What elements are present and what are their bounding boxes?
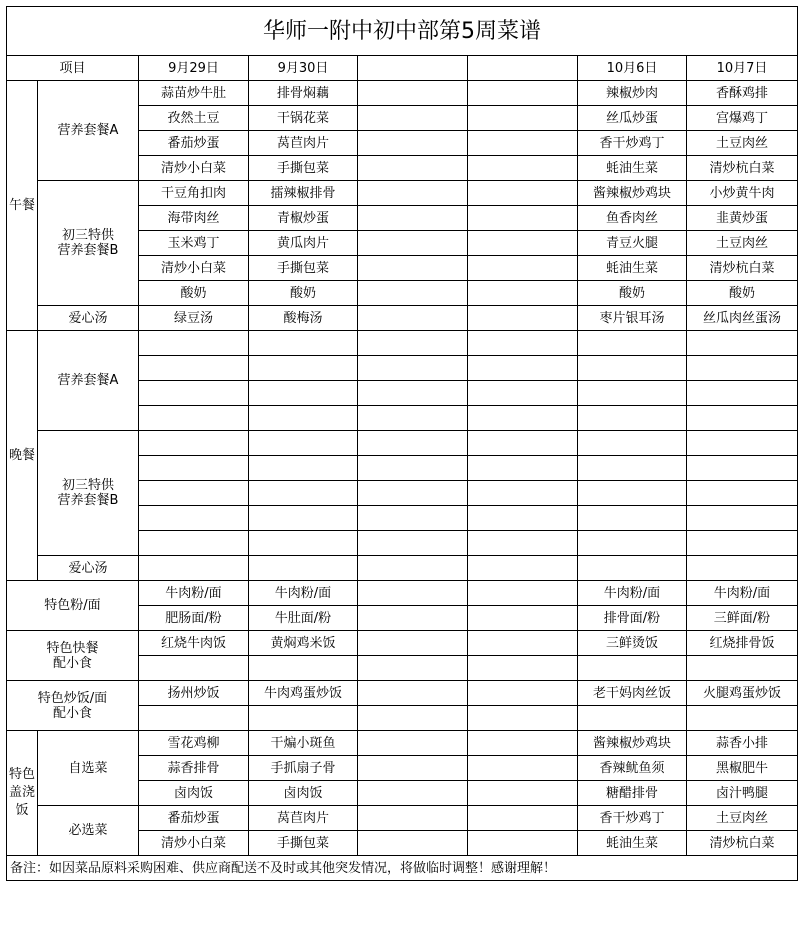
dish-cell [578,431,687,456]
dish-cell [468,406,578,431]
dinner-set-b-label [38,431,139,556]
dish-cell: 排骨面/粉 [578,606,687,631]
dish-cell: 黄瓜肉片 [249,231,358,256]
dish-cell: 宫爆鸡丁 [687,106,798,131]
fried-label-line1: 特色炒饭/面 [37,690,108,706]
dish-cell: 清炒小白菜 [139,256,249,281]
dish-cell [468,106,578,131]
dish-cell [578,656,687,681]
dish-cell [687,431,798,456]
header-date: 9月29日 [139,56,249,81]
header-date: 10月6日 [578,56,687,81]
table-row [7,631,798,656]
dish-cell [139,456,249,481]
dish-cell: 卤肉饭 [249,781,358,806]
dish-cell: 土豆肉丝 [687,131,798,156]
dish-cell [578,356,687,381]
dish-cell [578,406,687,431]
dish-cell: 丝瓜肉丝蛋汤 [687,306,798,331]
dish-cell: 酸奶 [139,281,249,306]
rice-required-label: 必选菜 [38,806,139,856]
dish-cell: 干豆角扣肉 [139,181,249,206]
dish-cell [687,356,798,381]
dinner-soup-label: 爱心汤 [38,556,139,581]
dish-cell [468,231,578,256]
dish-cell: 牛肉粉/面 [139,581,249,606]
dish-cell [358,406,468,431]
dish-cell: 蒜香排骨 [139,756,249,781]
dish-cell [468,481,578,506]
dish-cell [578,706,687,731]
dish-cell: 酸奶 [249,281,358,306]
table-row [7,306,798,331]
dish-cell [468,306,578,331]
dish-cell: 手撕包菜 [249,256,358,281]
dish-cell [578,456,687,481]
dish-cell [358,281,468,306]
dish-cell [468,531,578,556]
dish-cell: 牛肉粉/面 [578,581,687,606]
dish-cell [358,756,468,781]
dish-cell [687,706,798,731]
dish-cell [358,481,468,506]
dish-cell [578,506,687,531]
dish-cell: 丝瓜炒蛋 [578,106,687,131]
dish-cell: 牛肚面/粉 [249,606,358,631]
fast-label-line1: 特色快餐 [46,640,99,656]
table-row [7,681,798,706]
dish-cell: 三鲜烫饭 [578,631,687,656]
header-date [358,56,468,81]
dish-cell [249,656,358,681]
dish-cell: 莴苣肉片 [249,131,358,156]
dish-cell: 手抓扇子骨 [249,756,358,781]
dish-cell [139,506,249,531]
dish-cell [468,656,578,681]
dish-cell [358,181,468,206]
dish-cell [468,81,578,106]
dish-cell: 枣片银耳汤 [578,306,687,331]
fast-label-line2: 配小食 [52,655,92,671]
dish-cell: 香干炒鸡丁 [578,131,687,156]
dish-cell [468,681,578,706]
dish-cell [468,256,578,281]
set-b-label-line2: 营养套餐B [57,493,119,508]
lunch-label: 午餐 [7,81,38,331]
dish-cell [139,406,249,431]
dish-cell: 玉米鸡丁 [139,231,249,256]
dish-cell: 黄焖鸡米饭 [249,631,358,656]
dish-cell [468,781,578,806]
dinner-set-a-label: 营养套餐A [38,331,139,431]
dish-cell [687,481,798,506]
dish-cell [358,156,468,181]
dish-cell [468,606,578,631]
dish-cell [249,531,358,556]
dish-cell [578,481,687,506]
dish-cell: 雪花鸡柳 [139,731,249,756]
dish-cell [687,406,798,431]
dish-cell [139,356,249,381]
dish-cell: 蚝油生菜 [578,831,687,856]
dish-cell: 清炒杭白菜 [687,156,798,181]
dish-cell: 老干妈肉丝饭 [578,681,687,706]
dish-cell [468,831,578,856]
dish-cell: 青豆火腿 [578,231,687,256]
page-title: 华师一附中初中部第5周菜谱 [7,7,798,56]
dish-cell: 手撕包菜 [249,156,358,181]
dish-cell [468,181,578,206]
fried-label-line2: 配小食 [52,705,92,721]
dish-cell [249,356,358,381]
dish-cell [468,431,578,456]
dish-cell [468,206,578,231]
dish-cell: 清炒小白菜 [139,831,249,856]
dish-cell: 清炒小白菜 [139,156,249,181]
dish-cell: 香干炒鸡丁 [578,806,687,831]
dish-cell: 土豆肉丝 [687,231,798,256]
dish-cell [358,606,468,631]
dish-cell [358,706,468,731]
dish-cell: 鱼香肉丝 [578,206,687,231]
dish-cell: 牛肉粉/面 [687,581,798,606]
dish-cell [687,531,798,556]
dish-cell [358,806,468,831]
lunch-set-b-label [38,181,139,306]
dish-cell [358,631,468,656]
dish-cell [249,556,358,581]
dish-cell: 酱辣椒炒鸡块 [578,731,687,756]
set-b-label-line1: 初三特供 [61,228,114,243]
dish-cell: 酱辣椒炒鸡块 [578,181,687,206]
dish-cell: 牛肉粉/面 [249,581,358,606]
footnote: 备注：如因菜品原料采购困难、供应商配送不及时或其他突发情况，将做临时调整！感谢理解！ [7,856,798,881]
dish-cell: 香酥鸡排 [687,81,798,106]
dish-cell [358,456,468,481]
dish-cell [358,231,468,256]
dish-cell [139,381,249,406]
dish-cell: 牛肉鸡蛋炒饭 [249,681,358,706]
dish-cell: 番茄炒蛋 [139,131,249,156]
dish-cell [358,531,468,556]
dish-cell: 肥肠面/粉 [139,606,249,631]
dish-cell [358,556,468,581]
noodles-label: 特色粉/面 [7,581,139,631]
dish-cell: 干煸小斑鱼 [249,731,358,756]
dish-cell [249,406,358,431]
dish-cell: 蚝油生菜 [578,156,687,181]
table-row [7,81,798,106]
dish-cell: 番茄炒蛋 [139,806,249,831]
dish-cell [139,331,249,356]
dish-cell [358,681,468,706]
dish-cell [358,256,468,281]
dish-cell: 酸奶 [687,281,798,306]
dish-cell: 黑椒肥牛 [687,756,798,781]
table-row [7,581,798,606]
dish-cell: 孜然土豆 [139,106,249,131]
dish-cell [687,506,798,531]
dish-cell [468,156,578,181]
dish-cell [468,706,578,731]
dish-cell [249,431,358,456]
dish-cell: 红烧牛肉饭 [139,631,249,656]
dish-cell [139,556,249,581]
dish-cell: 手撕包菜 [249,831,358,856]
table-row [7,806,798,831]
header-row [7,56,798,81]
dish-cell: 清炒杭白菜 [687,831,798,856]
dish-cell: 红烧排骨饭 [687,631,798,656]
dish-cell: 青椒炒蛋 [249,206,358,231]
dish-cell [358,831,468,856]
dish-cell: 干锅花菜 [249,106,358,131]
table-row [7,731,798,756]
dish-cell [468,381,578,406]
dish-cell [468,556,578,581]
dish-cell [139,706,249,731]
dish-cell: 糖醋排骨 [578,781,687,806]
header-date: 9月30日 [249,56,358,81]
dish-cell [358,206,468,231]
table-row [7,556,798,581]
lunch-set-a-label: 营养套餐A [38,81,139,181]
dish-cell [578,331,687,356]
dish-cell: 卤肉饭 [139,781,249,806]
dish-cell: 莴苣肉片 [249,806,358,831]
dish-cell [468,581,578,606]
dish-cell: 酸梅汤 [249,306,358,331]
set-b-label-line2: 营养套餐B [57,243,119,258]
dish-cell [139,531,249,556]
dish-cell [687,381,798,406]
dish-cell: 蒜苗炒牛肚 [139,81,249,106]
dish-cell [358,306,468,331]
header-item: 项目 [7,56,139,81]
dish-cell [468,631,578,656]
dish-cell [249,706,358,731]
dish-cell [249,456,358,481]
dish-cell [687,456,798,481]
dish-cell [468,806,578,831]
dish-cell [578,531,687,556]
dish-cell [358,581,468,606]
dish-cell [139,481,249,506]
dish-cell [468,281,578,306]
dish-cell [249,381,358,406]
dish-cell [358,381,468,406]
dish-cell [358,356,468,381]
dish-cell [468,756,578,781]
menu-table [6,6,798,881]
dish-cell: 排骨焖藕 [249,81,358,106]
dish-cell: 酸奶 [578,281,687,306]
dish-cell [139,656,249,681]
header-date: 10月7日 [687,56,798,81]
dish-cell [578,556,687,581]
rice-label: 特色盖浇饭 [7,731,38,856]
dish-cell [687,331,798,356]
dish-cell [249,481,358,506]
dish-cell: 辣椒炒肉 [578,81,687,106]
dish-cell [358,656,468,681]
dish-cell [358,431,468,456]
fried-label [7,681,139,731]
dish-cell: 土豆肉丝 [687,806,798,831]
dish-cell [358,781,468,806]
table-row [7,331,798,356]
dish-cell: 韭黄炒蛋 [687,206,798,231]
dish-cell: 小炒黄牛肉 [687,181,798,206]
dinner-label: 晚餐 [7,331,38,581]
dish-cell [358,131,468,156]
dish-cell: 绿豆汤 [139,306,249,331]
dish-cell [358,331,468,356]
table-row [7,181,798,206]
dish-cell [687,556,798,581]
table-row [7,431,798,456]
dish-cell [249,331,358,356]
dish-cell: 海带肉丝 [139,206,249,231]
rice-optional-label: 自选菜 [38,731,139,806]
dish-cell [468,131,578,156]
dish-cell: 三鲜面/粉 [687,606,798,631]
dish-cell [358,81,468,106]
dish-cell [468,356,578,381]
dish-cell [468,506,578,531]
dish-cell [358,106,468,131]
dish-cell: 擂辣椒排骨 [249,181,358,206]
dish-cell: 清炒杭白菜 [687,256,798,281]
dish-cell [249,506,358,531]
dish-cell [139,431,249,456]
dish-cell [468,331,578,356]
dish-cell [358,731,468,756]
dish-cell: 蒜香小排 [687,731,798,756]
dish-cell [468,731,578,756]
dish-cell [687,656,798,681]
dish-cell: 蚝油生菜 [578,256,687,281]
dish-cell: 扬州炒饭 [139,681,249,706]
dish-cell: 香辣鱿鱼须 [578,756,687,781]
lunch-soup-label: 爱心汤 [38,306,139,331]
set-b-label-line1: 初三特供 [61,478,114,493]
dish-cell [358,506,468,531]
dish-cell: 火腿鸡蛋炒饭 [687,681,798,706]
header-date [468,56,578,81]
dish-cell [578,381,687,406]
dish-cell [468,456,578,481]
dish-cell: 卤汁鸭腿 [687,781,798,806]
fast-label [7,631,139,681]
